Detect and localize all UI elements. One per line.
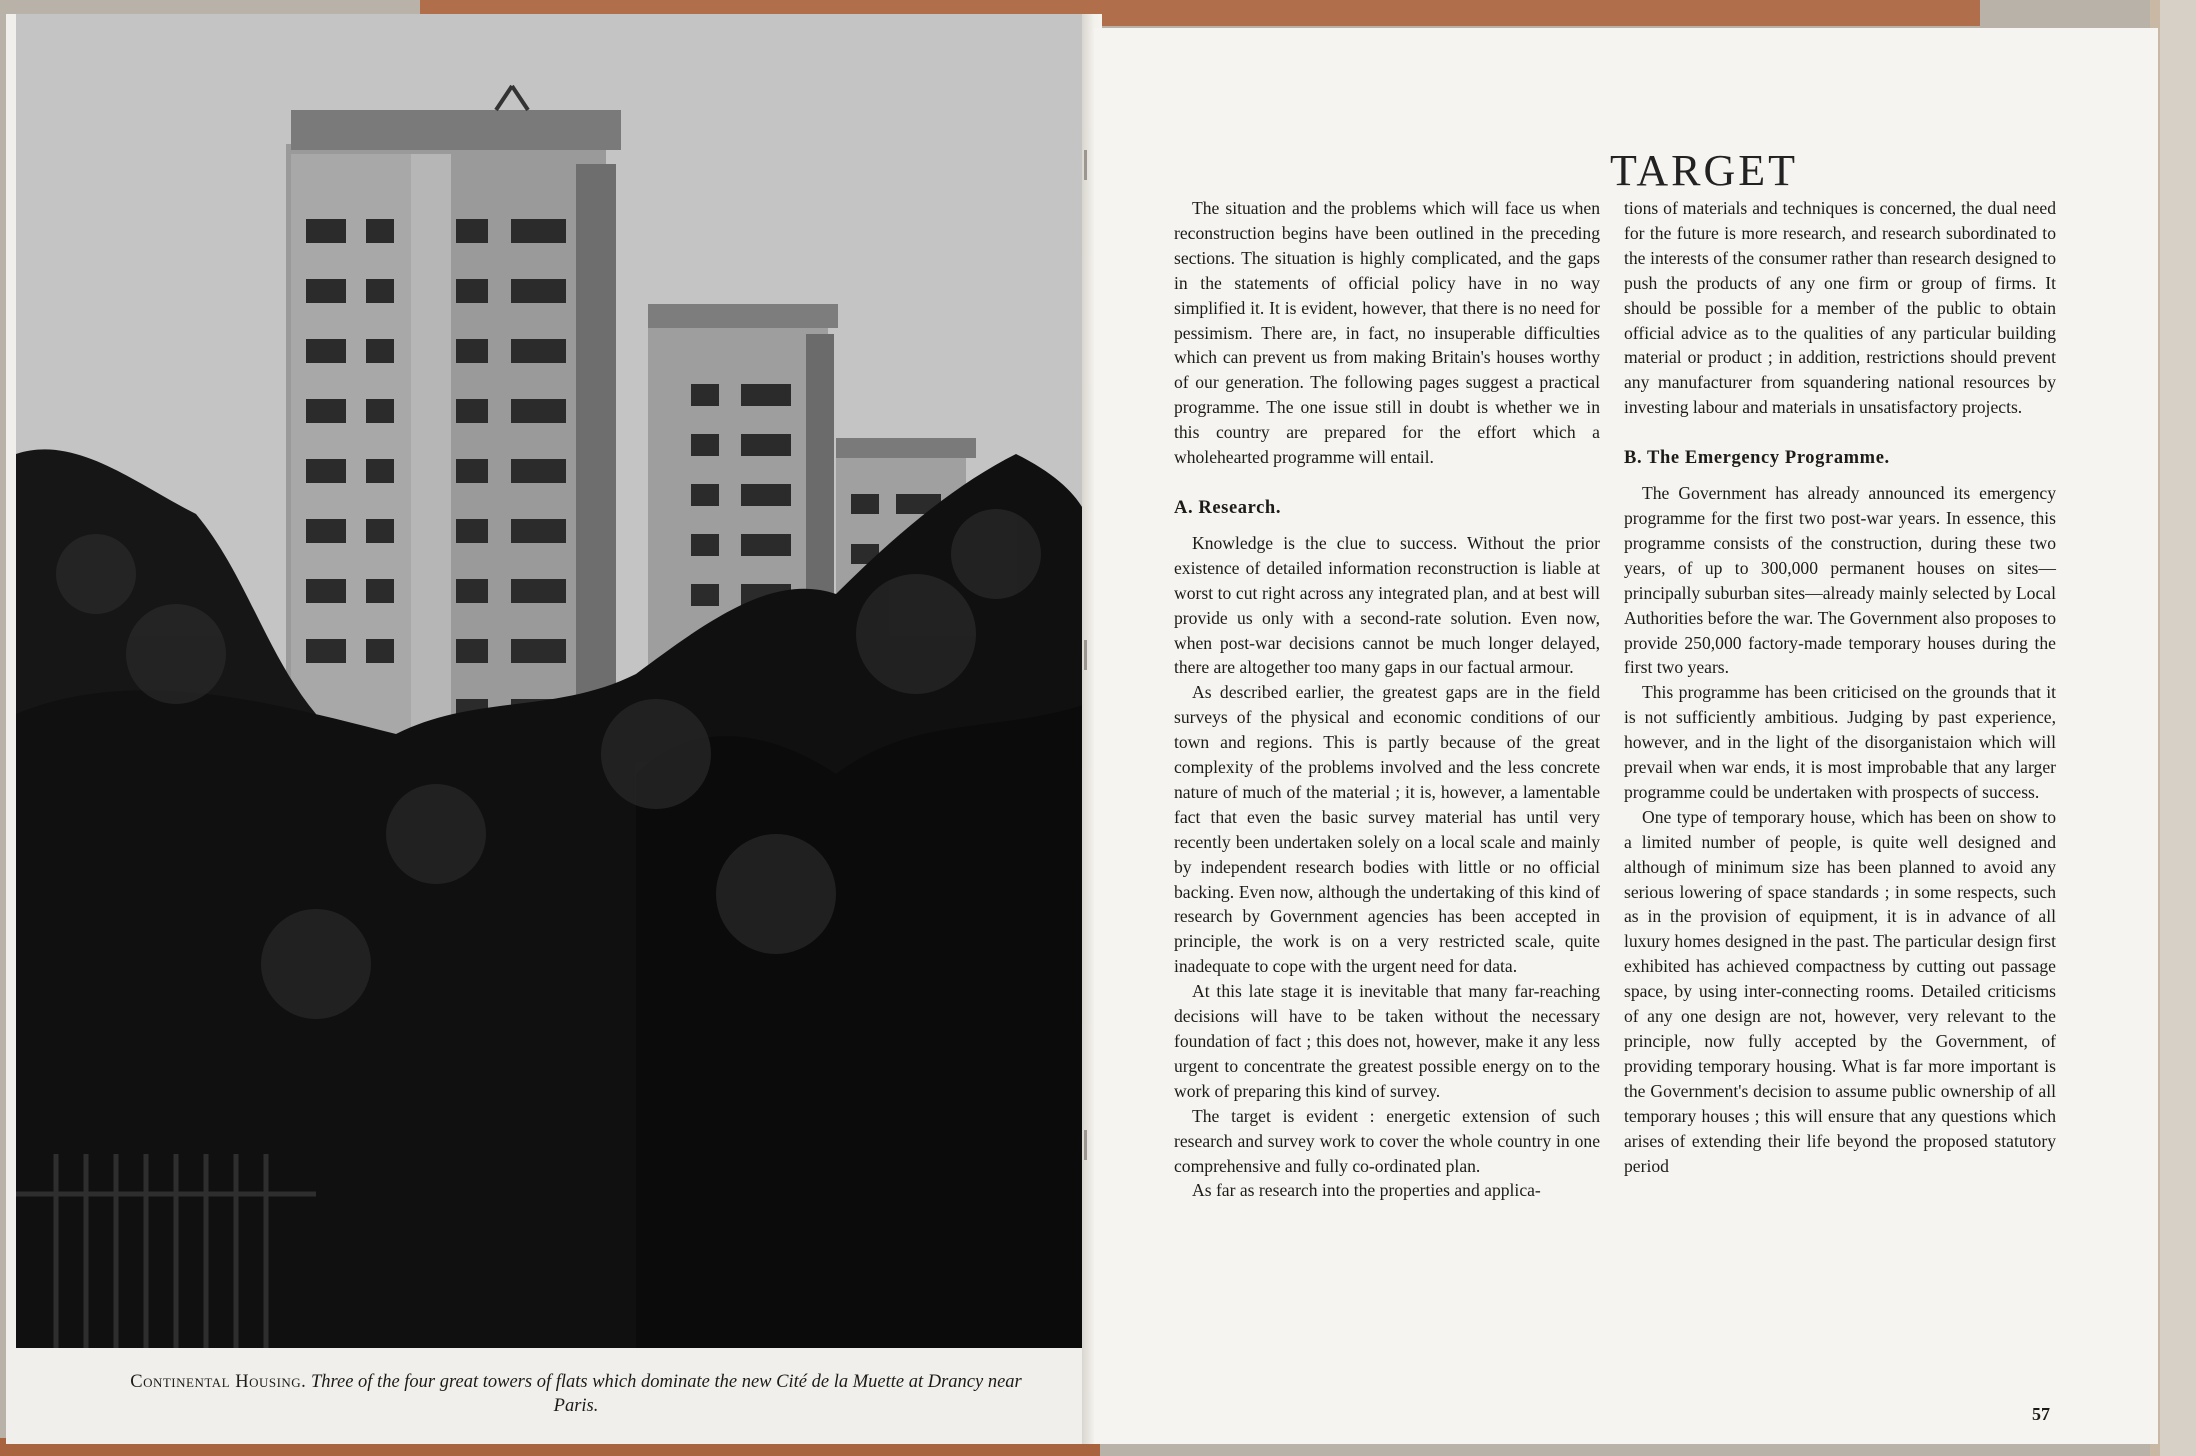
- caption-text: Three of the four great towers of flats which dominate the new Cité de la Muette at Drancy near Paris.: [310, 1372, 1022, 1416]
- text-column-right: [1624, 196, 2056, 1178]
- binding-stitch: [1084, 640, 1087, 670]
- page-number: 57: [2032, 1404, 2050, 1424]
- paragraph: The Government has already announced its emergency programme for the first two post-war years. In essence, this programme consists of the construction, during these two years, of up to 300,000 permanent houses on sites—principally suburban sites—already mainly selected by Local Authorities before the war. The Government also proposes to provide 250,000 factory-made temporary houses during the first two years.: [1624, 483, 2056, 678]
- paragraph: The target is evident : energetic extension of such research and survey work to cover the whole country in one comprehensive and fully co-ordinated plan.: [1174, 1105, 1600, 1176]
- caption-label: Continental Housing.: [130, 1372, 307, 1392]
- text-column-left: [1174, 196, 1600, 1203]
- paragraph: Knowledge is the clue to success. Without the prior existence of detailed information reconstruction is liable at worst to cut right across any integrated plan, and at best will provide us only with a second-rate solution. Even now, when post-war decisions cannot be much longer delayed, there are altogether too many gaps in our factual armour.: [1174, 532, 1600, 678]
- right-page: [1094, 28, 2158, 1444]
- paragraph: One type of temporary house, which has been on show to a limited number of people, is quite well designed and although of minimum size has been planned to avoid any serious lowering of space standards ; in some respects, such as in the provision of equipment, it is in advance of all luxury homes designed in the past. The particular design first exhibited has achieved compactness by cutting out passage space, by using inter-connecting rooms. Detailed criticisms of any one design are not, however, very relevant to the principle, now fully accepted by the Government, of providing temporary housing. What is far more important is the Government's decision to assume public ownership of all temporary houses ; this will ensure that any questions which arises of extending their life beyond the proposed statutory period: [1624, 806, 2056, 1176]
- section-b-heading: B. The Emergency Programme.: [1624, 448, 1890, 469]
- article-title: TARGET: [1609, 146, 1798, 196]
- binding-stitch: [1084, 150, 1087, 180]
- photograph-housing-towers: [16, 14, 1086, 1348]
- tower-photo-illustration: [16, 14, 1086, 1348]
- intro-paragraph: The situation and the problems which will face us when reconstruction begins have been outlined in the preceding sections. The situation is highly complicated, and the gaps in the statements of official policy have in no way simplified it. It is evident, however, that there is no need for pessimism. There are, in fact, no insuperable difficulties which can prevent us from making Britain's houses worthy of our generation. The following pages suggest a practical programme. The one issue still in doubt is whether we in this country are prepared for the effort which a wholehearted programme will entail.: [1174, 198, 1600, 468]
- binding-stitch: [1084, 1130, 1087, 1160]
- section-a-heading: A. Research.: [1174, 497, 1282, 518]
- photo-caption: [126, 1370, 1026, 1418]
- left-page: [6, 14, 1086, 1444]
- paragraph: As described earlier, the greatest gaps are in the field surveys of the physical and economic conditions of our town and regions. This is partly because of the great complexity of the problems involved and the less concrete nature of much of the material ; it is, however, a lamentable fact that even the basic survey material has until very recently been undertaken solely on a local scale and mainly by independent research bodies with little or no official backing. Even now, although the undertaking of this kind of research by Government agencies has been accepted in principle, the work is on a very restricted scale, quite inadequate to cope with the urgent need for data.: [1174, 682, 1600, 977]
- paragraph: This programme has been criticised on the grounds that it is not sufficiently ambitious. Judging by past experience, however, and in the light of the disorganistaion which will prevail when war ends, it is most improbable that any larger programme could be undertaken with prospects of success.: [1624, 682, 2056, 802]
- book-cover-right: [2160, 0, 2196, 1456]
- paragraph-continued: tions of materials and techniques is concerned, the dual need for the future is more research, and research subordinated to the interests of the consumer rather than research designed to push the products of any one firm or group of firms. It should be possible for a member of the public to obtain official advice as to the qualities of any particular building material or product ; in addition, restrictions should prevent any manufacturer from squandering national resources by investing labour and materials in unsatisfactory projects.: [1624, 198, 2056, 418]
- paragraph: At this late stage it is inevitable that many far-reaching decisions will have to be taken without the necessary foundation of fact ; this does not, however, make it any less urgent to concentrate the greatest possible energy on to the work of preparing this kind of survey.: [1174, 981, 1600, 1101]
- paragraph: As far as research into the properties and applica-: [1192, 1180, 1541, 1201]
